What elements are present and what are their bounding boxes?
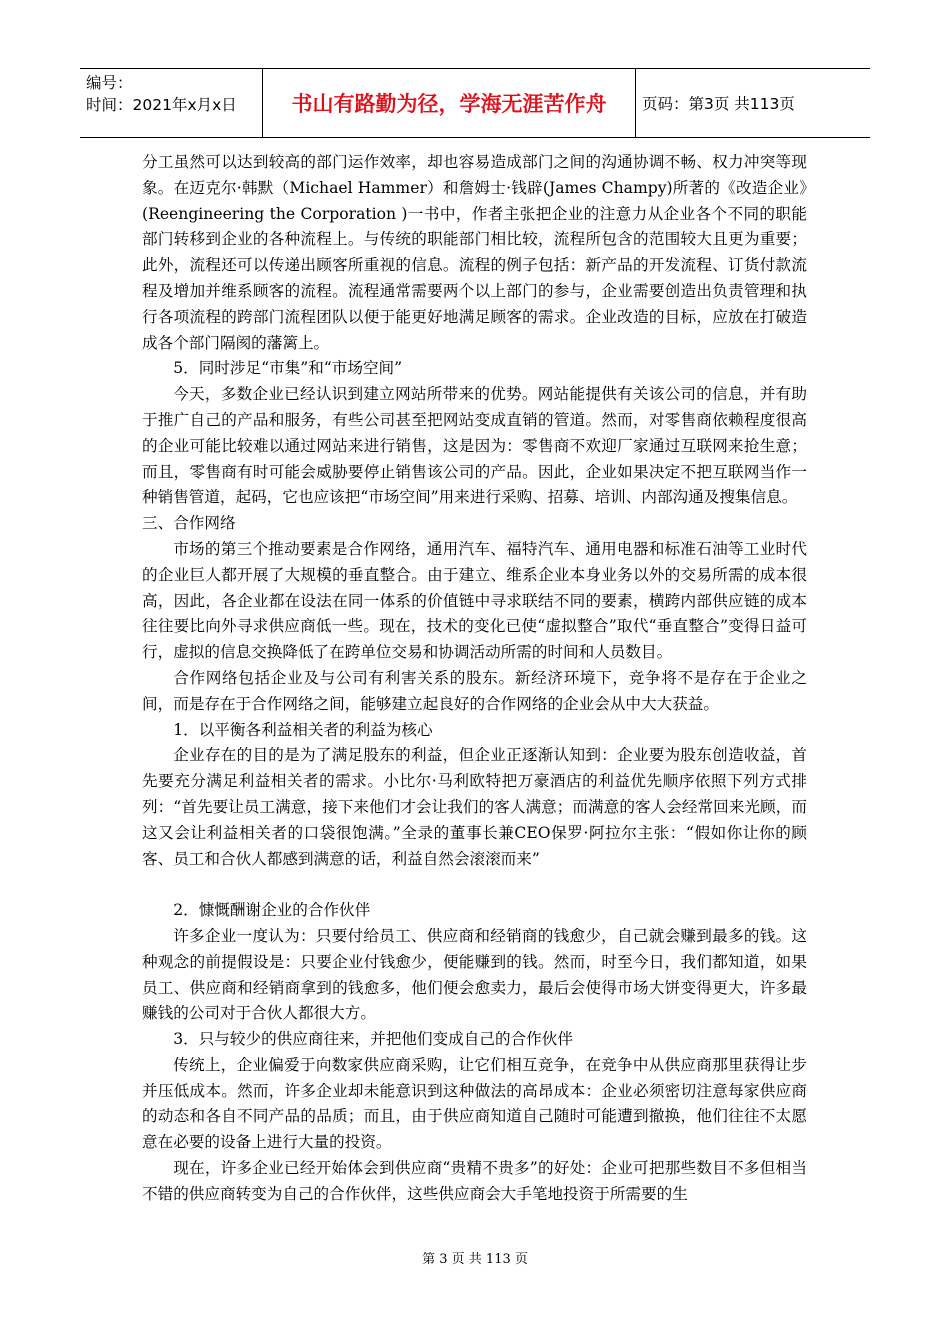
header-page-info: 页码：第3页 共113页 bbox=[642, 95, 795, 113]
body-paragraph: 现在，许多企业已经开始体会到供应商“贵精不贵多”的好处：企业可把那些数目不多但相当不错的供应商转变为自己的合作伙伴，这些供应商会大手笔地投资于所需要的生 bbox=[142, 1159, 807, 1203]
page-footer: 第 3 页 共 113 页 bbox=[422, 1252, 528, 1267]
header-meta bbox=[80, 69, 263, 137]
body-paragraph: 3．只与较少的供应商往来，并把他们变成自己的合作伙伴 bbox=[173, 1030, 573, 1049]
document-date: 时间：2021年x月x日 bbox=[86, 96, 237, 114]
body-paragraph: 企业存在的目的是为了满足股东的利益，但企业正逐渐认知到：企业要为股东创造收益，首先要充分满足利益相关者的需求。小比尔·马利欧特把万豪酒店的利益优先顺序依照下列方式排列：“首先要让员工满意，接下来他们才会让我们的客人满意；而满意的客人会经常回来光顾，而这又会让利益相关者的口袋很饱满。”全录的董事长兼CEO保罗·阿拉尔主张：“假如你让你的顾客、员工和合伙人都感到满意的话，利益自然会滚滚而来” bbox=[142, 746, 807, 868]
blank-line bbox=[142, 872, 807, 898]
body-paragraph: 今天，多数企业已经认识到建立网站所带来的优势。网站能提供有关该公司的信息，并有助于推广自己的产品和服务，有些公司甚至把网站变成直销的管道。然而，对零售商依赖程度很高的企业可能比较难以通过网站来进行销售，这是因为：零售商不欢迎厂家通过互联网来抢生意；而且，零售商有时可能会威胁要停止销售该公司的产品。因此，企业如果决定不把互联网当作一种销售管道，起码，它也应该把“市场空间”用来进行采购、招募、培训、内部沟通及搜集信息。 bbox=[142, 385, 807, 507]
page-header bbox=[80, 68, 870, 138]
body-paragraph: 合作网络包括企业及与公司有利害关系的股东。新经济环境下，竞争将不是存在于企业之间，而是存在于合作网络之间，能够建立起良好的合作网络的企业会从中大大获益。 bbox=[142, 668, 807, 713]
body-paragraph: 5．同时涉足“市集”和“市场空间” bbox=[173, 359, 403, 378]
body-paragraph: 许多企业一度认为：只要付给员工、供应商和经销商的钱愈少，自己就会赚到最多的钱。这种观念的前提假设是：只要企业付钱愈少，便能赚到的钱。然而，时至今日，我们都知道，如果员工、供应商和经销商拿到的钱愈多，他们便会愈卖力，最后会使得市场大饼变得更大，许多最赚钱的公司对于合伙人都很大方。 bbox=[142, 926, 807, 1023]
body-paragraph: 市场的第三个推动要素是合作网络，通用汽车、福特汽车、通用电器和标准石油等工业时代的企业巨人都开展了大规模的垂直整合。由于建立、维系企业本身业务以外的交易所需的成本很高，因此，各企业都在设法在同一体系的价值链中寻求联结不同的要素，横跨内部供应链的成本往往要比向外寻求供应商低一些。现在，技术的变化已使“虚拟整合”取代“垂直整合”变得日益可行，虚拟的信息交换降低了在跨单位交易和协调活动所需的时间和人员数目。 bbox=[142, 539, 807, 662]
document-number-label: 编号： bbox=[86, 74, 133, 92]
document-body bbox=[142, 150, 807, 1208]
body-paragraph: 1．以平衡各利益相关者的利益为核心 bbox=[173, 720, 433, 739]
header-motto: 书山有路勤为径，学海无涯苦作舟 bbox=[263, 69, 636, 137]
body-paragraph: 分工虽然可以达到较高的部门运作效率，却也容易造成部门之间的沟通协调不畅、权力冲突等现象。在迈克尔·韩默（Michael Hammer）和詹姆士·钱辟(James Champy)所著的《改造企业》(Reengineering the Corporation )一书中，作者主张把企业的注意力从企业各个不同的职能部门转移到企业的各种流程上。与传统的职能部门相比较，流程所包含的范围较大且更为重要；此外，流程还可以传递出顾客所重视的信息。流程的例子包括：新产品的开发流程、订货付款流程及增加并维系顾客的流程。流程通常需要两个以上部门的参与，企业需要创造出负责管理和执行各项流程的跨部门流程团队以便于能更好地满足顾客的需求。企业改造的目标，应放在打破造成各个部门隔阂的藩篱上。 bbox=[142, 153, 807, 352]
body-paragraph: 2．慷慨酬谢企业的合作伙伴 bbox=[173, 901, 371, 920]
body-paragraph: 传统上，企业偏爱于向数家供应商采购，让它们相互竞争，在竞争中从供应商那里获得让步并压低成本。然而，许多企业却未能意识到这种做法的高昂成本：企业必须密切注意每家供应商的动态和各自不同产品的品质；而且，由于供应商知道自己随时可能遭到撤换，他们往往不太愿意在必要的设备上进行大量的投资。 bbox=[142, 1055, 807, 1152]
body-paragraph: 三、合作网络 bbox=[142, 514, 236, 533]
